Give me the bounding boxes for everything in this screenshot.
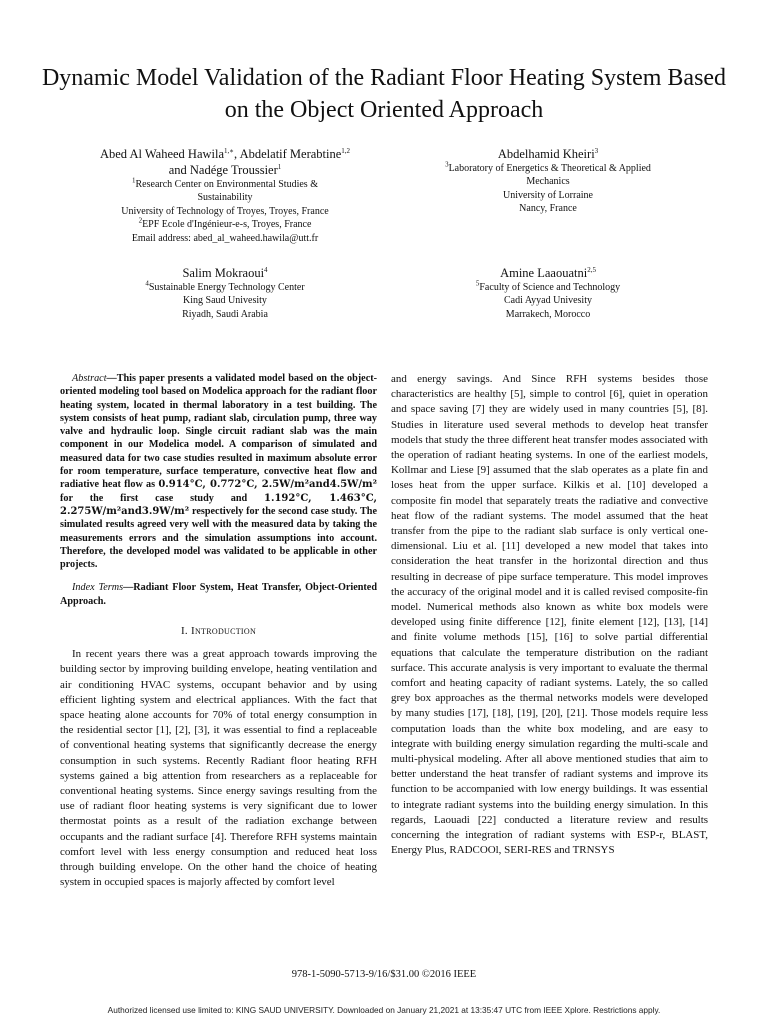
affiliation-5-line3: Marrakech, Morocco (505, 308, 591, 320)
section-number: I. (180, 625, 188, 638)
author-name-mokraoui (90, 265, 360, 281)
aff-sup: 2 (138, 216, 143, 225)
author-name-laaouatni (413, 265, 683, 281)
aff-text: Research Center on Environmental Studies & (135, 179, 318, 190)
aff-text: Faculty of Science and Technology (479, 282, 621, 293)
abstract-math: 1.192°C, 1.463°C, 2.275W/m²and3.9W/m² (60, 492, 377, 517)
section-heading-introduction (60, 624, 377, 639)
right-column (391, 372, 708, 859)
author-sup: 1,∗ (224, 146, 235, 155)
author-block-hawila (70, 146, 380, 245)
aff-sup: 1 (132, 176, 136, 185)
affiliation-4-line3: Riyadh, Saudi Arabia (182, 308, 268, 320)
intro-paragraph-left: In recent years there was a great approach towards improving the building sector by improving building envelope, heating ventilation and air conditioning HVAC systems, occupant behavior and by using efficient lighting system and electrical appliances. With the fact that space heating alone accounts for 70% of total energy consumption in the residential sector [1], [2], [3], it was essential to find a replaceable of conventional heating systems that significantly decrease the energy consumption in such systems. Recently Radiant floor heating RFH systems gained a big attention from researchers as a replaceable for conventional heating systems. Since energy savings resulting from the use of radiant floor heating systems is very significant due to lower thermostat points as a result of the radiation exchange between occupants and the radiant surface [4]. Therefore RFH systems maintain comfort level with less energy consumption and reduced heat loss through building envelope. On the other hand the choice of heating system in occupied spaces is majorly affected by comfort level (60, 648, 377, 889)
abstract-math: 0.914°C, 0.772°C, 2.5W/m²and4.5W/m² (158, 479, 378, 491)
license-notice: Authorized licensed use limited to: KING SAUD UNIVERSITY. Downloaded on January 21,2021 at 13:35:47 UTC from IEEE Xplore. Restrictions apply. (107, 1005, 661, 1015)
abstract-text: —This paper presents a validated model based on the object-oriented modeling tool based on Modelica approach for the radiant floor heating system, located in thermal laboratory in a test building. The system consists of heat pump, radiant slab, circulation pump, three way valve and hydraulic loop. Single circuit radiant slab was the main component in our Modelica model. A comparison of simulated and measured data for two case studies resulted in maximum absolute error for room temperature, surface temperature, convective heat flow and radiative heat flow as (60, 373, 377, 491)
affiliation-4 (90, 281, 360, 294)
affiliation-3-line4: Nancy, France (519, 203, 577, 215)
aff-sup: 4 (145, 279, 149, 288)
author-sup: 3 (594, 146, 599, 155)
author-merabtine: , Abdelatif Merabtine (234, 147, 342, 161)
affiliation-4-line2: King Saud Univesity (183, 295, 267, 307)
paper-title: Dynamic Model Validation of the Radiant Floor Heating System Based on the Object Oriented Approach (41, 65, 727, 123)
author-sup: 4 (264, 265, 268, 274)
index-terms-text: —Radiant Floor System, Heat Transfer, Object-Oriented Approach. (60, 582, 377, 607)
abstract-label: Abstract (72, 373, 107, 384)
author-block-laaouatni (413, 265, 683, 321)
email-address: Email address: abed_al_waheed.hawila@utt.fr (131, 232, 319, 244)
author-sup: 2,5 (587, 265, 596, 274)
affiliation-3 (408, 162, 688, 175)
aff-sup: 3 (445, 160, 449, 169)
author-name-kheiri (408, 146, 688, 162)
affiliation-5 (413, 281, 683, 294)
author-kheiri: Abdelhamid Kheiri (497, 147, 595, 161)
author-mokraoui: Salim Mokraoui (182, 266, 265, 280)
affiliation-1 (70, 178, 380, 191)
author-sup: 1,2 (341, 146, 351, 155)
author-troussier: and Nadége Troussier (168, 163, 278, 177)
abstract (60, 372, 377, 571)
left-column (60, 372, 377, 891)
abstract-text: respectively for the second case study. The simulated results agreed very well with the measured data by taking the measurements errors and the simulation assumptions into account. Therefore, the developed model was validated to be applicable in other projects. (60, 505, 377, 571)
index-terms (60, 581, 377, 608)
abstract-text: for the first case study and (60, 492, 265, 504)
copyright-footer: 978-1-5090-5713-9/16/$31.00 ©2016 IEEE (291, 969, 477, 980)
affiliation-1-line2: Sustainability (197, 192, 253, 204)
affiliation-3-line2: Mechanics (526, 176, 570, 188)
author-names-1 (70, 146, 380, 178)
author-hawila: Abed Al Waheed Hawila (99, 147, 225, 161)
aff-text: Sustainable Energy Technology Center (148, 282, 305, 293)
aff-sup: 5 (475, 279, 480, 288)
aff-text: EPF Ecole d'Ingénieur-e-s, Troyes, France (142, 219, 312, 231)
index-terms-label: Index Terms (72, 582, 124, 594)
intro-paragraph-right: and energy savings. And Since RFH systems besides those characteristics are healthy [5], simple to control [6], quiet in operation and space saving [7] they are widely used in many countries [5], [8]. Studies in literature used several methods to develop heat transfer models that study the three different heat transfer modes associated with the operation of radiant heating systems. In one of the earliest models, Kollmar and Liese [9] assumed that the slab operates as a plate fin and loses heat from the upper surface. Kilkis et al. [10] developed a composite fin model that separately treats the radiative and convective heat flow of the radiant systems. The model assumed that the heat transfer from the pipe to the radiant slab surface is only vertical one-dimensional. Liu et al. [11] developed a new model that takes into consideration the heat transfer in the horizontal direction and thus resulting in decrease of pipe surface temperature. This model improves the accuracy of the original model and it is called revised composite-fin model. Numerical methods also known as white box models were developed using finite difference [12], finite element [12], [13], [14] and finite volume methods [15], [16] to solve partial differential equations that calculate the temperature distribution on the radiant surface. This accurate analysis is very important to evaluate the thermal comfort and heating capacity of radiant systems. Lately, the so called grey box approaches as the thermal networks models were developed by many studies [17], [18], [19], [20], [21]. Those models require less computation loads than the white box modeling, and are easy to integrate with building energy simulation regarding the multi-scale and multi-physical modeling. After all above mentioned studies that aim to better understand the heat transfer of radiant systems and improve its function to be accompanied with low energy buildings. It was essential to integrate radiant systems into the building energy simulation. In this regards, Laouadi [22] conducted a literature review and results concerning the integration of radiant systems with ESP-r, BLAST, Energy Plus, RADCOOl, SERI-RES and TRNSYS (391, 373, 708, 857)
affiliation-5-line2: Cadi Ayyad Univesity (504, 295, 592, 307)
affiliation-3-line3: University of Lorraine (503, 189, 593, 201)
author-block-mokraoui (90, 265, 360, 321)
aff-text: Laboratory of Energetics & Theoretical & Applied (448, 163, 651, 174)
affiliation-1-line3: University of Technology of Troyes, Troyes, France (121, 205, 329, 217)
author-block-kheiri (408, 146, 688, 216)
section-title: Introduction (191, 625, 257, 638)
author-laaouatni: Amine Laaouatni (500, 266, 588, 280)
author-sup: 1 (277, 162, 282, 171)
affiliation-2 (70, 218, 380, 231)
